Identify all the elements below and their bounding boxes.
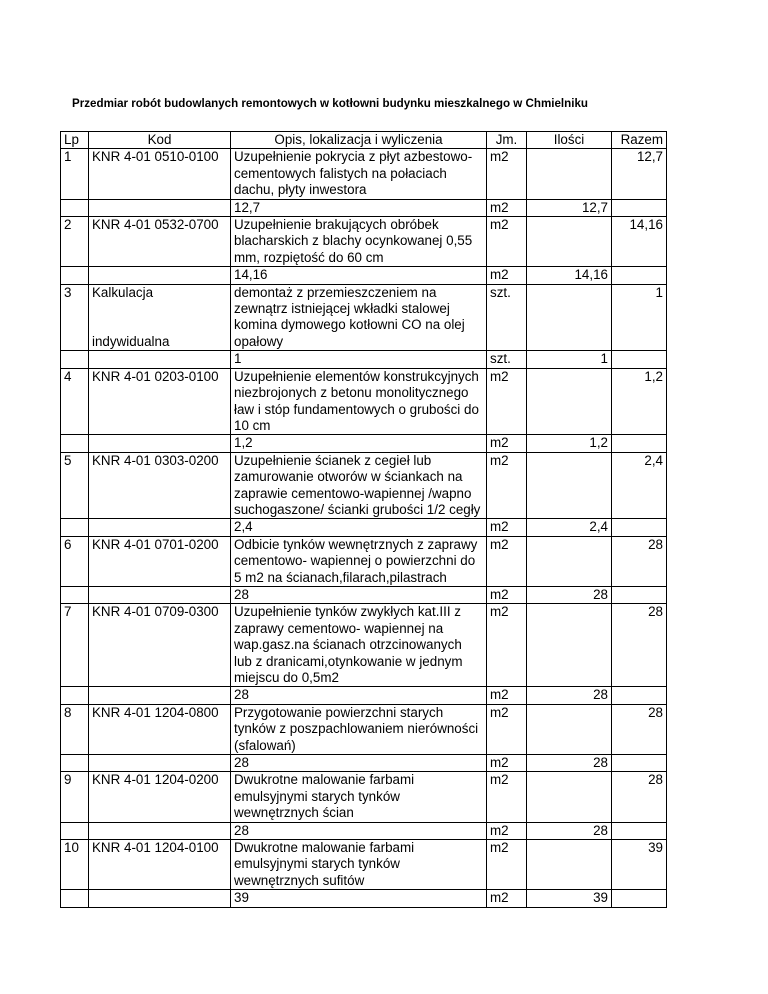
jm-cell: szt. (487, 284, 527, 351)
calc-jm-cell: m2 (487, 519, 527, 536)
kod-cell-empty (89, 351, 231, 368)
ilosc-cell: 28 (527, 822, 612, 839)
lp-cell-empty (61, 519, 89, 536)
jm-cell: m2 (487, 604, 527, 687)
lp-cell-empty (61, 267, 89, 284)
kod-cell-empty (89, 267, 231, 284)
opis-cell: Dwukrotne malowanie farbami emulsyjnymi starych tynków wewnętrznych ścian (231, 772, 487, 822)
ilosc-cell-empty (527, 452, 612, 519)
razem-cell: 1,2 (612, 368, 667, 435)
opis-cell: Uzupełnienie brakujących obróbek blacharskich z blachy ocynkowanej 0,55 mm, rozpiętość do 60 cm (231, 217, 487, 267)
calc-row (61, 351, 667, 368)
razem-cell: 14,16 (612, 217, 667, 267)
header-kod: Kod (89, 132, 231, 149)
razem-cell-empty (612, 435, 667, 452)
kod-text: Kalkulacja (92, 284, 154, 300)
calc-row (61, 199, 667, 216)
header-jm: Jm. (487, 132, 527, 149)
calc-row (61, 687, 667, 704)
kod-text: KNR 4-01 0510-0100 (92, 149, 219, 165)
ilosc-cell-empty (527, 604, 612, 687)
jm-cell: m2 (487, 536, 527, 586)
jm-cell: m2 (487, 149, 527, 199)
jm-cell: m2 (487, 452, 527, 519)
calc-row (61, 519, 667, 536)
kod-cell (89, 536, 231, 586)
razem-cell: 28 (612, 772, 667, 822)
kod-cell-empty (89, 586, 231, 603)
lp-cell: 10 (61, 840, 89, 890)
table-row (61, 840, 667, 890)
ilosc-cell: 28 (527, 687, 612, 704)
jm-cell: m2 (487, 217, 527, 267)
kod-text: KNR 4-01 0709-0300 (92, 604, 219, 620)
kod-text: KNR 4-01 0701-0200 (92, 536, 219, 552)
calc-row (61, 755, 667, 772)
opis-cell: Uzupełnienie tynków zwykłych kat.III z zaprawy cementowo- wapiennej na wap.gasz.na ścianach otrzcinowanych lub z dranicami,otynkowanie w jednym miejscu do 0,5m2 (231, 604, 487, 687)
jm-cell: m2 (487, 840, 527, 890)
ilosc-cell-empty (527, 149, 612, 199)
kod-cell-empty (89, 822, 231, 839)
ilosc-cell: 28 (527, 586, 612, 603)
lp-cell: 8 (61, 704, 89, 754)
calc-jm-cell: m2 (487, 267, 527, 284)
lp-cell: 2 (61, 217, 89, 267)
kod-cell-empty (89, 755, 231, 772)
calc-row (61, 267, 667, 284)
razem-cell: 1 (612, 284, 667, 351)
razem-cell: 28 (612, 604, 667, 687)
kod-subtext: indywidualna (92, 333, 170, 349)
kod-cell (89, 217, 231, 267)
ilosc-cell-empty (527, 217, 612, 267)
razem-cell-empty (612, 687, 667, 704)
table-row (61, 284, 667, 351)
table-row (61, 217, 667, 267)
calc-cell: 28 (231, 755, 487, 772)
razem-cell-empty (612, 267, 667, 284)
kod-cell (89, 149, 231, 199)
header-row (61, 132, 667, 149)
kod-text: KNR 4-01 0532-0700 (92, 217, 219, 233)
razem-cell: 2,4 (612, 452, 667, 519)
razem-cell: 28 (612, 704, 667, 754)
calc-cell: 14,16 (231, 267, 487, 284)
calc-cell: 12,7 (231, 199, 487, 216)
calc-jm-cell: m2 (487, 822, 527, 839)
kod-cell (89, 604, 231, 687)
kod-cell (89, 284, 231, 351)
kod-cell-empty (89, 890, 231, 907)
kod-cell-empty (89, 687, 231, 704)
calc-jm-cell: m2 (487, 435, 527, 452)
ilosc-cell: 1 (527, 351, 612, 368)
lp-cell-empty (61, 586, 89, 603)
calc-cell: 2,4 (231, 519, 487, 536)
table-row (61, 368, 667, 435)
calc-cell: 1 (231, 351, 487, 368)
razem-cell: 12,7 (612, 149, 667, 199)
ilosc-cell-empty (527, 284, 612, 351)
kod-text: KNR 4-01 1204-0100 (92, 840, 219, 856)
calc-jm-cell: m2 (487, 199, 527, 216)
opis-cell: Przygotowanie powierzchni starych tynków z poszpachlowaniem nierówności (sfalowań) (231, 704, 487, 754)
ilosc-cell: 28 (527, 755, 612, 772)
table-body (61, 149, 667, 907)
calc-row (61, 435, 667, 452)
kod-cell (89, 368, 231, 435)
lp-cell: 4 (61, 368, 89, 435)
ilosc-cell-empty (527, 368, 612, 435)
kod-cell-empty (89, 519, 231, 536)
calc-jm-cell: m2 (487, 687, 527, 704)
calc-jm-cell: szt. (487, 351, 527, 368)
razem-cell-empty (612, 351, 667, 368)
kod-cell (89, 840, 231, 890)
jm-cell: m2 (487, 704, 527, 754)
opis-cell: Uzupełnienie elementów konstrukcyjnych niezbrojonych z betonu monolitycznego ław i stóp fundamentowych o grubości do 10 cm (231, 368, 487, 435)
kod-cell (89, 452, 231, 519)
table-row (61, 536, 667, 586)
opis-cell: Uzupełnienie pokrycia z płyt azbestowo-cementowych falistych na połaciach dachu, płyty inwestora (231, 149, 487, 199)
table-row (61, 452, 667, 519)
lp-cell: 1 (61, 149, 89, 199)
lp-cell-empty (61, 755, 89, 772)
table-row (61, 772, 667, 822)
calc-jm-cell: m2 (487, 755, 527, 772)
header-lp: Lp (61, 132, 89, 149)
lp-cell: 6 (61, 536, 89, 586)
table-row (61, 604, 667, 687)
header-ilosci: Ilości (527, 132, 612, 149)
razem-cell: 28 (612, 536, 667, 586)
calc-cell: 28 (231, 586, 487, 603)
lp-cell: 3 (61, 284, 89, 351)
opis-cell: Odbicie tynków wewnętrznych z zaprawy cementowo- wapiennej o powierzchni do 5 m2 na ścianach,filarach,pilastrach (231, 536, 487, 586)
ilosc-cell: 2,4 (527, 519, 612, 536)
opis-cell: Dwukrotne malowanie farbami emulsyjnymi starych tynków wewnętrznych sufitów (231, 840, 487, 890)
calc-jm-cell: m2 (487, 586, 527, 603)
opis-cell: demontaż z przemieszczeniem na zewnątrz istniejącej wkładki stalowej komina dymowego kotłowni CO na olej opałowy (231, 284, 487, 351)
razem-cell-empty (612, 519, 667, 536)
lp-cell-empty (61, 199, 89, 216)
razem-cell: 39 (612, 840, 667, 890)
calc-cell: 1,2 (231, 435, 487, 452)
document-title: Przedmiar robót budowlanych remontowych w kotłowni budynku mieszkalnego w Chmielniku (72, 97, 588, 110)
ilosc-cell-empty (527, 536, 612, 586)
calc-cell: 28 (231, 687, 487, 704)
kod-cell-empty (89, 435, 231, 452)
kod-text: KNR 4-01 0303-0200 (92, 452, 219, 468)
lp-cell: 9 (61, 772, 89, 822)
razem-cell-empty (612, 890, 667, 907)
kod-cell-empty (89, 199, 231, 216)
calc-row (61, 822, 667, 839)
razem-cell-empty (612, 199, 667, 216)
header-opis: Opis, lokalizacja i wyliczenia (231, 132, 487, 149)
kod-cell (89, 704, 231, 754)
razem-cell-empty (612, 822, 667, 839)
jm-cell: m2 (487, 772, 527, 822)
kod-text: KNR 4-01 1204-0200 (92, 772, 219, 788)
table-row (61, 149, 667, 199)
lp-cell: 5 (61, 452, 89, 519)
calc-cell: 28 (231, 822, 487, 839)
razem-cell-empty (612, 755, 667, 772)
calc-jm-cell: m2 (487, 890, 527, 907)
calc-row (61, 586, 667, 603)
ilosc-cell-empty (527, 840, 612, 890)
lp-cell-empty (61, 435, 89, 452)
kod-cell (89, 772, 231, 822)
calc-cell: 39 (231, 890, 487, 907)
ilosc-cell-empty (527, 704, 612, 754)
ilosc-cell-empty (527, 772, 612, 822)
lp-cell-empty (61, 822, 89, 839)
table-row (61, 704, 667, 754)
ilosc-cell: 14,16 (527, 267, 612, 284)
opis-cell: Uzupełnienie ścianek z cegieł lub zamurowanie otworów w ściankach na zaprawie cementowo-wapiennej /wapno suchogaszone/ ścianki grubości 1/2 cegły (231, 452, 487, 519)
lp-cell: 7 (61, 604, 89, 687)
kod-text: KNR 4-01 1204-0800 (92, 704, 219, 720)
lp-cell-empty (61, 687, 89, 704)
kod-text: KNR 4-01 0203-0100 (92, 368, 219, 384)
lp-cell-empty (61, 890, 89, 907)
ilosc-cell: 12,7 (527, 199, 612, 216)
ilosc-cell: 39 (527, 890, 612, 907)
jm-cell: m2 (487, 368, 527, 435)
calc-row (61, 890, 667, 907)
header-razem: Razem (612, 132, 667, 149)
ilosc-cell: 1,2 (527, 435, 612, 452)
lp-cell-empty (61, 351, 89, 368)
estimate-table (60, 131, 667, 908)
razem-cell-empty (612, 586, 667, 603)
